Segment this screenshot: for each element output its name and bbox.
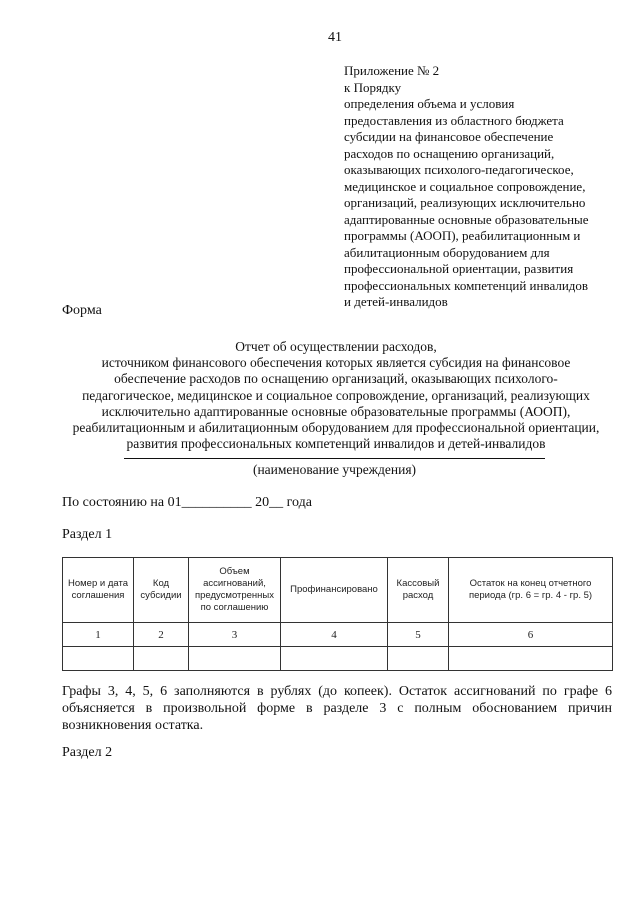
appendix-line: организаций, реализующих исключительно	[344, 195, 586, 210]
header-balance: Остаток на конец отчетного периода (гр. 6 = гр. 4 - гр. 5)	[449, 558, 613, 623]
table-cell	[281, 647, 388, 671]
header-allocations: Объем ассигнований, предусмотренных по соглашению	[189, 558, 281, 623]
header-subsidy-code: Код субсидии	[134, 558, 189, 623]
table-column-numbers-row	[63, 623, 613, 647]
appendix-line: субсидии на финансовое обеспечение	[344, 129, 554, 144]
table-note: Графы 3, 4, 5, 6 заполняются в рублях (до копеек). Остаток ассигнований по графе 6 объясняется в произвольной форме в разделе 3 с полным обоснованием причин возникновения остатка.	[62, 684, 612, 733]
section-1-heading: Раздел 1	[62, 527, 113, 542]
appendix-line: Приложение № 2	[344, 63, 440, 78]
table-cell	[388, 647, 449, 671]
appendix-line: и детей-инвалидов	[344, 294, 448, 309]
appendix-line: оказывающих психолого-педагогическое,	[344, 162, 574, 177]
appendix-line: адаптированные основные образовательные	[344, 211, 589, 227]
column-number: 2	[134, 623, 189, 647]
appendix-line: профессиональных компетенций инвалидов	[344, 277, 589, 293]
title-line: источником финансового обеспечения которых является субсидия на финансовое	[101, 355, 571, 371]
column-number: 6	[449, 623, 613, 647]
column-number: 3	[189, 623, 281, 647]
header-agreement: Номер и дата соглашения	[63, 558, 134, 623]
appendix-line: предоставления из областного бюджета	[344, 112, 564, 128]
table-header-row	[63, 558, 613, 623]
title-line: развития профессиональных компетенций инвалидов и детей-инвалидов	[126, 436, 546, 452]
header-financed: Профинансировано	[281, 558, 388, 623]
table-cell	[189, 647, 281, 671]
org-name-caption: (наименование учреждения)	[252, 462, 417, 477]
appendix-block	[344, 63, 624, 311]
appendix-line: определения объема и условия	[344, 96, 515, 111]
section-2-heading: Раздел 2	[62, 745, 113, 760]
report-table	[62, 557, 613, 671]
table-cell	[63, 647, 134, 671]
appendix-line: к Порядку	[344, 79, 402, 95]
as-of-date-line: По состоянию на 01__________ 20__ года	[62, 495, 312, 510]
table-cell	[449, 647, 613, 671]
column-number: 4	[281, 623, 388, 647]
title-line: обеспечение расходов по оснащению организаций, оказывающих психолого-	[114, 371, 558, 387]
header-cash-expense: Кассовый расход	[388, 558, 449, 623]
title-line: Отчет об осуществлении расходов,	[235, 339, 437, 354]
report-title	[62, 339, 610, 452]
column-number: 1	[63, 623, 134, 647]
title-line: реабилитационным и абилитационным оборудованием для профессиональной ориентации,	[72, 420, 600, 436]
title-line: педагогическое, медицинское и социальное сопровождение, организаций, реализующих	[82, 387, 590, 403]
column-number: 5	[388, 623, 449, 647]
appendix-line: программы (АООП), реабилитационным и	[344, 228, 581, 243]
appendix-line: медицинское и социальное сопровождение,	[344, 178, 586, 194]
appendix-line: абилитационным оборудованием для	[344, 244, 550, 260]
appendix-line: расходов по оснащению организаций,	[344, 145, 555, 161]
title-line: исключительно адаптированные основные образовательные программы (АООП),	[101, 403, 571, 419]
org-name-underline	[124, 458, 545, 459]
appendix-line: профессиональной ориентации, развития	[344, 261, 574, 276]
table-cell	[134, 647, 189, 671]
form-label: Форма	[62, 303, 102, 318]
page-number: 41	[328, 30, 342, 45]
table-empty-row	[63, 647, 613, 671]
